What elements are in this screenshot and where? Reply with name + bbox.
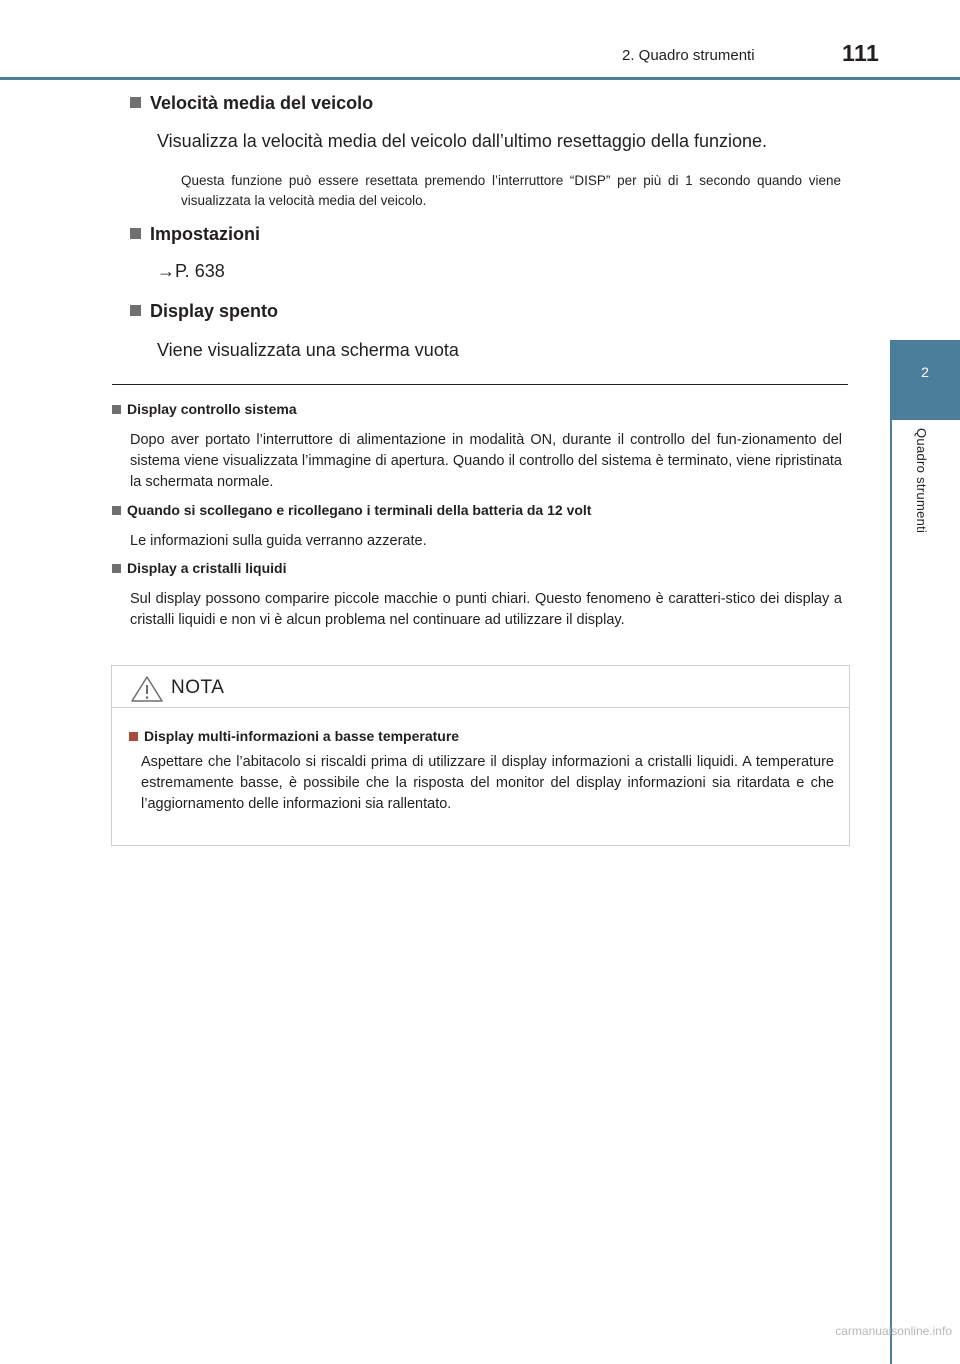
section-heading-text: Velocità media del veicolo	[150, 93, 374, 113]
nota-heading	[129, 728, 459, 744]
section-divider	[112, 384, 848, 385]
info-heading-text: Quando si scollegano e ricollegano i terminali della batteria da 12 volt	[127, 502, 592, 518]
header-rule	[0, 77, 960, 80]
section-body: Viene visualizzata una scherma vuota	[157, 340, 459, 360]
chapter-tab-number: 2	[921, 364, 929, 380]
square-bullet-icon	[130, 97, 141, 108]
square-bullet-icon	[130, 228, 141, 239]
info-heading	[112, 502, 591, 518]
side-rule	[890, 420, 892, 1364]
section-heading	[130, 93, 373, 114]
section-body: Visualizza la velocità media del veicolo dall’ultimo resettaggio della funzione.	[157, 131, 768, 151]
square-bullet-icon	[112, 405, 121, 414]
info-heading	[112, 560, 287, 576]
nota-title: NOTA	[171, 677, 225, 698]
square-bullet-icon	[112, 564, 121, 573]
info-body: Le informazioni sulla guida verranno azzerate.	[130, 533, 427, 549]
info-body: Sul display possono comparire piccole macchie o punti chiari. Questo fenomeno è caratteri-stico dei display a cristalli liquidi e non vi è alcun problema nel continuare ad utilizzare il display.	[130, 591, 842, 628]
info-body: Dopo aver portato l’interruttore di alimentazione in modalità ON, durante il controllo del fun-zionamento del sistema viene visualizzata l’immagine di apertura. Quando il controllo del sistema è terminato, viene ripristinata la schermata normale.	[130, 432, 842, 490]
section-heading-text: Impostazioni	[150, 224, 261, 244]
section-heading	[130, 224, 260, 245]
page-reference[interactable]: →P. 638	[157, 261, 225, 281]
section-heading	[130, 301, 278, 322]
nota-body: Aspettare che l’abitacolo si riscaldi prima di utilizzare il display informazioni a cristalli liquidi. A temperature estremamente basse, è possibile che la risposta del monitor del display informazioni sia ritardata e che l’aggiornamento delle informazioni sia rallentato.	[141, 754, 834, 812]
info-heading-text: Display controllo sistema	[127, 401, 297, 417]
section-note: Questa funzione può essere resettata premendo l’interruttore “DISP” per più di 1 secondo quando viene visualizzata la velocità media del veicolo.	[181, 173, 841, 208]
warning-icon	[130, 675, 164, 708]
chapter-tab	[890, 340, 960, 420]
square-bullet-icon	[112, 506, 121, 515]
nota-separator	[112, 707, 849, 708]
chapter-title: 2. Quadro strumenti	[622, 47, 755, 64]
info-heading	[112, 401, 297, 417]
nota-box	[111, 665, 850, 846]
section-heading-text: Display spento	[150, 301, 279, 321]
info-heading-text: Display a cristalli liquidi	[127, 560, 287, 576]
square-bullet-icon	[130, 305, 141, 316]
chapter-tab-label: Quadro strumenti	[914, 428, 929, 534]
watermark: carmanualsonline.info	[835, 1324, 952, 1338]
square-bullet-icon	[129, 732, 138, 741]
page-number: 111	[842, 40, 880, 66]
nota-heading-text: Display multi-informazioni a basse temperature	[144, 728, 460, 744]
